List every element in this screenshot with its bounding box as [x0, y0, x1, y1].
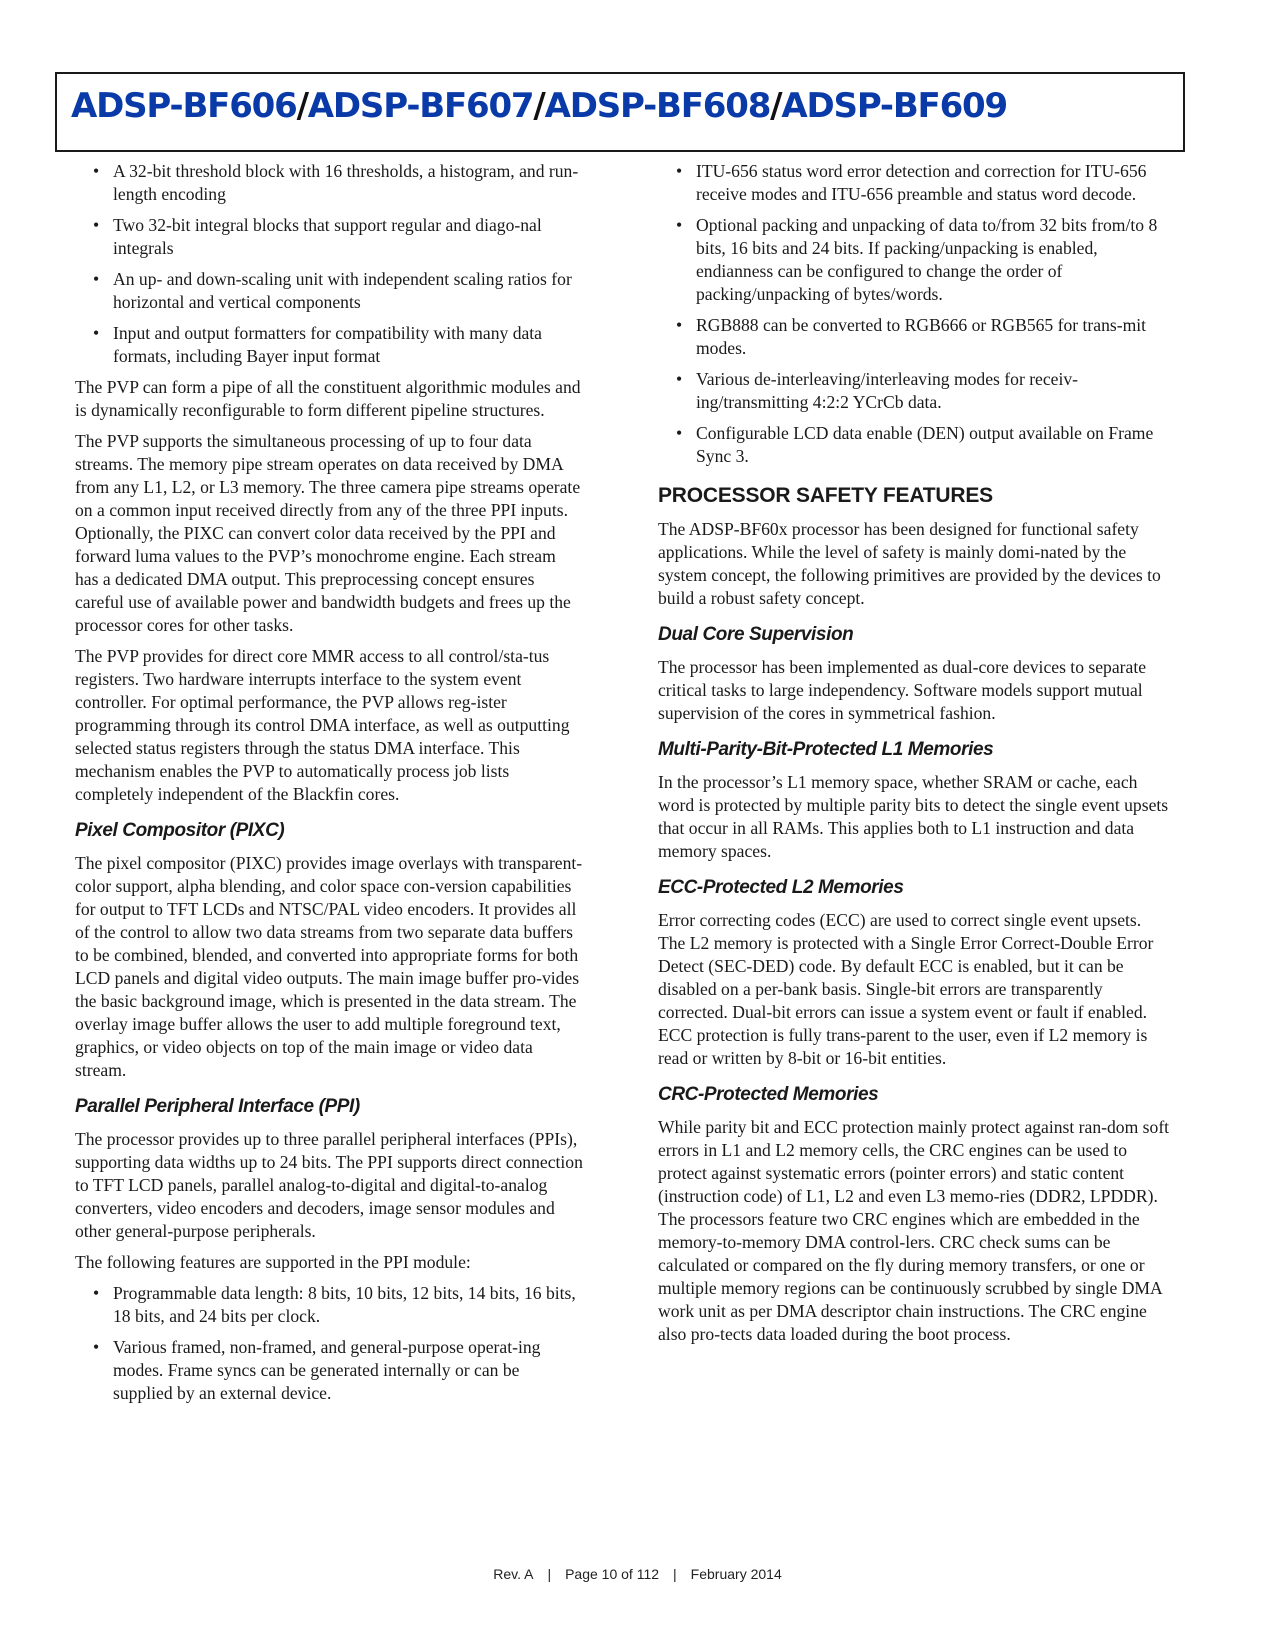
header-box	[55, 72, 1185, 152]
bullet-icon: •	[676, 369, 683, 389]
bullet-icon: •	[93, 269, 100, 289]
list-item: • Input and output formatters for compatibility with many data formats, including Bayer input format	[93, 323, 542, 366]
list-item: • Configurable LCD data enable (DEN) output available on Frame Sync 3.	[676, 423, 1154, 466]
title-separator: /	[770, 86, 782, 126]
l2-memories-heading: ECC-Protected L2 Memories	[658, 877, 904, 898]
ppi-feature-list-continued	[658, 160, 1170, 468]
pixc-heading: Pixel Compositor (PIXC)	[75, 820, 285, 841]
bullet-icon: •	[93, 161, 100, 181]
bullet-icon: •	[93, 215, 100, 235]
l1-memories-paragraph: In the processor’s L1 memory space, whether SRAM or cache, each word is protected by multiple parity bits to detect the single event upsets that occur in all RAMs. This applies both to L1 instruction and data memory spaces.	[658, 772, 1169, 861]
title-part-bf606: ADSP-BF606	[71, 86, 297, 126]
pvp-pipe-paragraph: The PVP can form a pipe of all the constituent algorithmic modules and is dynamically reconfigurable to form different pipeline structures.	[75, 377, 581, 420]
list-item: • Various de-interleaving/interleaving modes for receiv-ing/transmitting 4:2:2 YCrCb data.	[676, 369, 1079, 412]
ppi-features-intro: The following features are supported in the PPI module:	[75, 1252, 471, 1272]
footer-separator: |	[547, 1566, 552, 1582]
publication-date: February 2014	[690, 1566, 782, 1582]
safety-features-paragraph: The ADSP-BF60x processor has been designed for functional safety applications. While the level of safety is mainly domi-nated by the system concept, the following primitives are provided by the devices to build a robust safety concept.	[658, 519, 1161, 608]
l2-memories-paragraph: Error correcting codes (ECC) are used to correct single event upsets. The L2 memory is protected with a Single Error Correct-Double Error Detect (SEC-DED) code. By default ECC is enabled, but it can be disabled on a per-bank basis. Single-bit errors are transparently corrected. Dual-bit errors can issue a system event or fault if enabled. ECC protection is fully trans-parent to the user, even if L2 memory is read or written by 8-bit or 16-bit entities.	[658, 910, 1154, 1068]
bullet-icon: •	[93, 1337, 100, 1357]
title-part-bf607: ADSP-BF607	[307, 86, 534, 126]
pvp-feature-list	[75, 160, 583, 368]
page-footer	[0, 1566, 1275, 1582]
list-item: • A 32-bit threshold block with 16 thresholds, a histogram, and run-length encoding	[93, 161, 579, 204]
bullet-icon: •	[93, 323, 100, 343]
crc-memories-heading: CRC-Protected Memories	[658, 1084, 879, 1105]
dual-core-heading: Dual Core Supervision	[658, 624, 854, 645]
list-item: • Two 32-bit integral blocks that support regular and diago-nal integrals	[93, 215, 542, 258]
ppi-heading: Parallel Peripheral Interface (PPI)	[75, 1096, 360, 1117]
right-column	[658, 160, 1170, 1354]
bullet-icon: •	[676, 315, 683, 335]
list-item: • ITU-656 status word error detection and correction for ITU-656 receive modes and ITU-656 preamble and status word decode.	[676, 161, 1147, 204]
pvp-mmr-paragraph: The PVP provides for direct core MMR access to all control/sta-tus registers. Two hardware interrupts interface to the system event controller. For optimal performance, the PVP allows reg-ister programming through its control DMA interface, as well as outputting selected status registers through the status DMA interface. This mechanism enables the PVP to automatically process job lists completely independent of the Blackfin cores.	[75, 646, 570, 804]
title-separator: /	[296, 86, 308, 126]
list-item: • Various framed, non-framed, and general-purpose operat-ing modes. Frame syncs can be generated internally or can be supplied by an external device.	[93, 1337, 541, 1403]
title-part-bf608: ADSP-BF608	[544, 86, 771, 126]
list-item: • Optional packing and unpacking of data to/from 32 bits from/to 8 bits, 16 bits and 24 bits. If packing/unpacking is enabled, endianness can be configured to change the order of packing/unpacking of bytes/words.	[676, 215, 1158, 304]
ppi-paragraph: The processor provides up to three parallel peripheral interfaces (PPIs), supporting data widths up to 24 bits. The PPI supports direct connection to TFT LCD panels, parallel analog-to-digital and digital-to-analog converters, video encoders and decoders, image sensor modules and other general-purpose peripherals.	[75, 1129, 583, 1241]
title-part-bf609: ADSP-BF609	[781, 86, 1007, 126]
left-column	[75, 160, 583, 1413]
l1-memories-heading: Multi-Parity-Bit-Protected L1 Memories	[658, 739, 994, 760]
list-item: • An up- and down-scaling unit with independent scaling ratios for horizontal and vertical components	[93, 269, 572, 312]
pixc-paragraph: The pixel compositor (PIXC) provides image overlays with transparent-color support, alpha blending, and color space con-version capabilities for output to TFT LCDs and NTSC/PAL video encoders. It provides all of the control to allow two data streams from two separate data buffers to be combined, blended, and converted into appropriate forms for both LCD panels and digital video outputs. The main image buffer pro-vides the basic background image, which is presented in the data stream. The overlay image buffer allows the user to add multiple foreground text, graphics, or video objects on top of the main image or video data stream.	[75, 853, 583, 1080]
bullet-icon: •	[676, 423, 683, 443]
safety-features-heading: PROCESSOR SAFETY FEATURES	[658, 484, 993, 507]
list-item: • RGB888 can be converted to RGB666 or RGB565 for trans-mit modes.	[676, 315, 1147, 358]
pvp-streams-paragraph: The PVP supports the simultaneous processing of up to four data streams. The memory pipe stream operates on data received by DMA from any L1, L2, or L3 memory. The three camera pipe streams operate on a common input received directly from any of the three PPI inputs. Optionally, the PIXC can convert color data received by the PPI and forward luma values to the PVP’s monochrome engine. Each stream has a dedicated DMA output. This preprocessing concept ensures careful use of available power and bandwidth budgets and frees up the processor cores for other tasks.	[75, 431, 581, 635]
page-number: Page 10 of 112	[565, 1566, 660, 1582]
ppi-feature-list	[75, 1282, 583, 1405]
revision-label: Rev. A	[493, 1566, 534, 1582]
footer-separator: |	[673, 1566, 677, 1582]
crc-memories-paragraph: While parity bit and ECC protection mainly protect against ran-dom soft errors in L1 and L2 memory cells, the CRC engines can be used to protect against systematic errors (pointer errors) and static content (instruction code) of L1, L2 and even L3 memo-ries (DDR2, LPDDR). The processors feature two CRC engines which are embedded in the memory-to-memory DMA control-lers. CRC check sums can be calculated or compared on the fly during memory transfers, or one or multiple memory regions can be continuously scrubbed by single DMA work unit as per DMA descriptor chain instructions. The CRC engine also pro-tects data loaded during the boot process.	[658, 1117, 1170, 1344]
document-title	[71, 86, 1007, 126]
bullet-icon: •	[676, 215, 683, 235]
list-item: • Programmable data length: 8 bits, 10 bits, 12 bits, 14 bits, 16 bits, 18 bits, and 24 bits per clock.	[93, 1283, 576, 1326]
title-separator: /	[533, 86, 545, 126]
dual-core-paragraph: The processor has been implemented as dual-core devices to separate critical tasks to large independency. Software models support mutual supervision of the cores in symmetrical fashion.	[658, 657, 1147, 723]
bullet-icon: •	[676, 161, 683, 181]
bullet-icon: •	[93, 1283, 100, 1303]
